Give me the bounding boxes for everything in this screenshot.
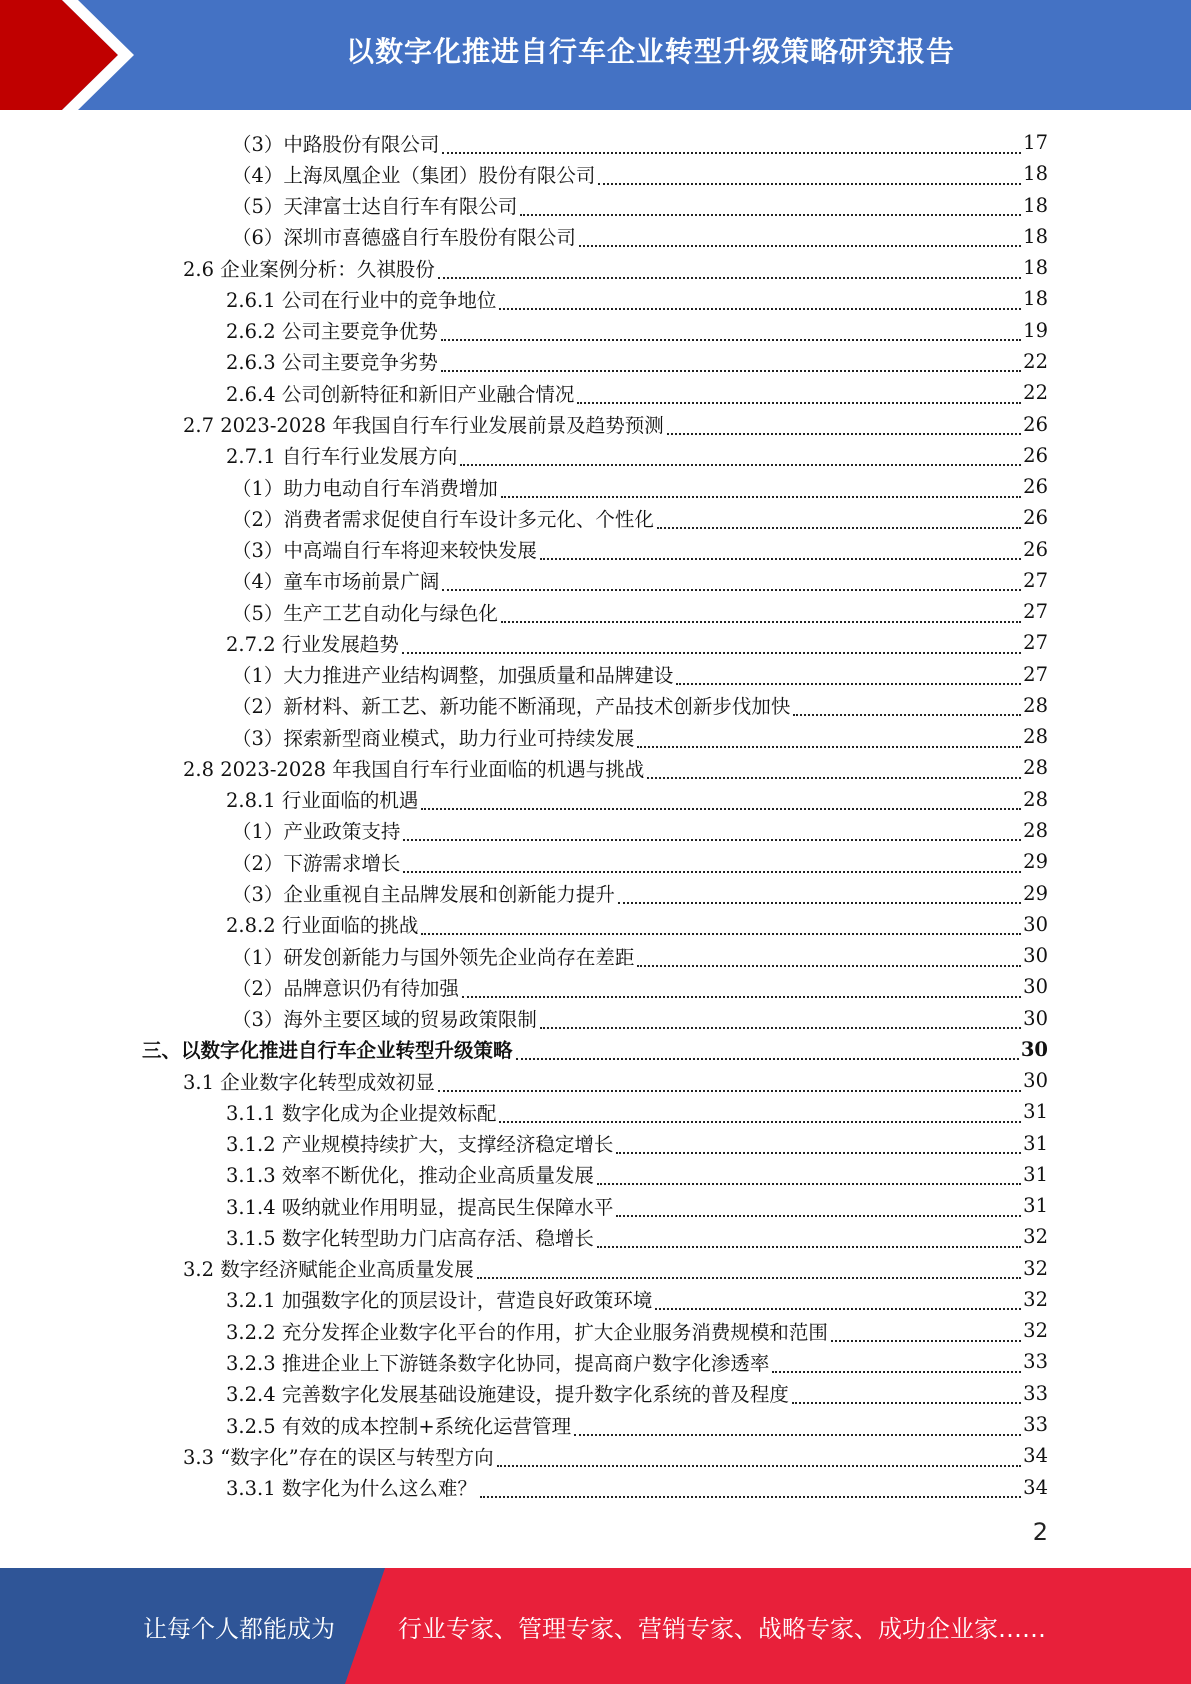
toc-leader-dots <box>499 294 1021 310</box>
toc-entry-title: 3.2.2 充分发挥企业数字化平台的作用，扩大企业服务消费规模和范围 <box>226 1320 828 1344</box>
toc-entry-page: 27 <box>1023 568 1048 592</box>
toc-entry[interactable] <box>0 659 1191 690</box>
toc-entry-page: 22 <box>1023 349 1048 373</box>
toc-entry-page: 26 <box>1023 537 1048 561</box>
toc-entry[interactable] <box>0 1002 1191 1033</box>
toc-entry[interactable] <box>0 1159 1191 1190</box>
toc-leader-dots <box>676 669 1021 685</box>
toc-entry-page: 27 <box>1023 600 1048 624</box>
toc-leader-dots <box>540 1013 1021 1029</box>
toc-leader-dots <box>772 1357 1021 1373</box>
toc-entry-page: 27 <box>1023 631 1048 655</box>
toc-entry[interactable] <box>0 1378 1191 1409</box>
toc-leader-dots <box>421 919 1021 935</box>
toc-entry-page: 28 <box>1023 725 1048 749</box>
toc-leader-dots <box>637 951 1021 967</box>
table-of-contents <box>0 127 1191 1503</box>
toc-entry-page: 34 <box>1023 1444 1048 1468</box>
toc-entry[interactable] <box>0 877 1191 908</box>
toc-entry[interactable] <box>0 1284 1191 1315</box>
toc-entry-page: 33 <box>1023 1350 1048 1374</box>
toc-entry-page: 17 <box>1023 131 1048 155</box>
toc-entry[interactable] <box>0 971 1191 1002</box>
toc-leader-dots <box>501 607 1021 623</box>
toc-entry-page: 28 <box>1023 818 1048 842</box>
toc-entry[interactable] <box>0 1128 1191 1159</box>
toc-leader-dots <box>618 888 1021 904</box>
toc-entry[interactable] <box>0 1096 1191 1127</box>
toc-entry-page: 18 <box>1023 256 1048 280</box>
toc-entry-title: 2.7.2 行业发展趋势 <box>226 632 399 656</box>
toc-leader-dots <box>501 482 1021 498</box>
toc-entry-title: （3）海外主要区域的贸易政策限制 <box>232 1008 537 1032</box>
toc-entry[interactable] <box>0 1221 1191 1252</box>
page-number: 2 <box>1032 1518 1048 1546</box>
toc-entry[interactable] <box>0 1409 1191 1440</box>
toc-entry-page: 26 <box>1023 475 1048 499</box>
toc-leader-dots <box>616 1201 1021 1217</box>
toc-leader-dots <box>520 200 1021 216</box>
toc-entry-page: 29 <box>1023 881 1048 905</box>
toc-entry-title: 3.1.5 数字化转型助力门店高存活、稳增长 <box>226 1226 594 1250</box>
toc-leader-dots <box>499 1107 1021 1123</box>
toc-leader-dots <box>540 544 1021 560</box>
toc-entry-page: 33 <box>1023 1381 1048 1405</box>
toc-leader-dots <box>647 763 1021 779</box>
toc-entry[interactable] <box>0 721 1191 752</box>
toc-entry-title: 3.2.1 加强数字化的顶层设计，营造良好政策环境 <box>226 1289 653 1313</box>
toc-leader-dots <box>516 1044 1019 1060</box>
toc-entry[interactable] <box>0 690 1191 721</box>
toc-entry-title: （5）天津富士达自行车有限公司 <box>232 195 518 219</box>
toc-entry-title: （2）下游需求增长 <box>232 851 401 875</box>
toc-entry[interactable] <box>0 252 1191 283</box>
toc-leader-dots <box>460 450 1021 466</box>
toc-leader-dots <box>438 263 1021 279</box>
toc-entry[interactable] <box>0 1065 1191 1096</box>
toc-entry-page: 31 <box>1023 1131 1048 1155</box>
toc-entry-page: 33 <box>1023 1413 1048 1437</box>
toc-entry-title: （2）消费者需求促使自行车设计多元化、个性化 <box>232 507 654 531</box>
toc-entry-page: 32 <box>1023 1287 1048 1311</box>
toc-entry-page: 32 <box>1023 1225 1048 1249</box>
toc-entry-title: 2.6.1 公司在行业中的竞争地位 <box>226 288 497 312</box>
toc-entry-page: 28 <box>1023 787 1048 811</box>
toc-entry-title: （1）助力电动自行车消费增加 <box>232 476 498 500</box>
page-header <box>0 0 1191 110</box>
toc-leader-dots <box>403 825 1021 841</box>
toc-leader-dots <box>442 138 1021 154</box>
toc-entry-title: 3.1 企业数字化转型成效初显 <box>183 1070 435 1094</box>
toc-leader-dots <box>574 1420 1021 1436</box>
toc-entry-page: 28 <box>1023 756 1048 780</box>
toc-leader-dots <box>831 1326 1021 1342</box>
toc-entry[interactable] <box>0 440 1191 471</box>
toc-entry[interactable] <box>0 596 1191 627</box>
toc-entry-page: 30 <box>1023 975 1048 999</box>
toc-leader-dots <box>480 1482 1021 1498</box>
toc-leader-dots <box>637 732 1021 748</box>
toc-entry[interactable] <box>0 1346 1191 1377</box>
toc-entry-page: 29 <box>1023 850 1048 874</box>
toc-entry[interactable] <box>0 1440 1191 1471</box>
toc-entry[interactable] <box>0 502 1191 533</box>
toc-leader-dots <box>477 1263 1021 1279</box>
toc-entry-title: 3.2.4 完善数字化发展基础设施建设，提升数字化系统的普及程度 <box>226 1383 789 1407</box>
toc-leader-dots <box>402 638 1021 654</box>
toc-leader-dots <box>438 1076 1021 1092</box>
toc-entry-page: 30 <box>1023 1069 1048 1093</box>
toc-leader-dots <box>441 325 1021 341</box>
toc-leader-dots <box>598 169 1021 185</box>
toc-entry-title: （4）上海凤凰企业（集团）股份有限公司 <box>232 163 596 187</box>
toc-entry-title: （5）生产工艺自动化与绿色化 <box>232 601 498 625</box>
toc-entry[interactable] <box>0 315 1191 346</box>
toc-leader-dots <box>793 700 1021 716</box>
toc-entry-title: （3）中路股份有限公司 <box>232 132 440 156</box>
toc-entry-page: 18 <box>1023 162 1048 186</box>
toc-entry-page: 31 <box>1023 1162 1048 1186</box>
toc-leader-dots <box>441 356 1021 372</box>
toc-entry[interactable] <box>0 346 1191 377</box>
toc-entry-title: 2.7 2023-2028 年我国自行车行业发展前景及趋势预测 <box>183 414 664 438</box>
toc-entry[interactable] <box>0 565 1191 596</box>
toc-leader-dots <box>657 513 1021 529</box>
toc-entry[interactable] <box>0 784 1191 815</box>
toc-entry[interactable] <box>0 940 1191 971</box>
toc-entry-page: 26 <box>1023 443 1048 467</box>
toc-entry-title: （1）研发创新能力与国外领先企业尚存在差距 <box>232 945 635 969</box>
footer-slogan-left: 让每个人都能成为 <box>143 1614 335 1643</box>
toc-entry[interactable] <box>0 752 1191 783</box>
toc-entry-page: 18 <box>1023 224 1048 248</box>
toc-entry-title: 2.8.2 行业面临的挑战 <box>226 914 419 938</box>
toc-entry-title: 2.8 2023-2028 年我国自行车行业面临的机遇与挑战 <box>183 757 645 781</box>
toc-entry-title: （3）中高端自行车将迎来较快发展 <box>232 539 537 563</box>
header-title: 以数字化推进自行车企业转型升级策略研究报告 <box>345 35 955 68</box>
toc-entry[interactable] <box>0 627 1191 658</box>
toc-entry-page: 19 <box>1023 318 1048 342</box>
toc-entry[interactable] <box>0 909 1191 940</box>
toc-entry[interactable] <box>0 408 1191 439</box>
toc-entry-title: 2.8.1 行业面临的机遇 <box>226 789 419 813</box>
toc-entry-page: 27 <box>1023 662 1048 686</box>
toc-leader-dots <box>579 231 1021 247</box>
toc-entry-title: （2）新材料、新工艺、新功能不断涌现，产品技术创新步伐加快 <box>232 695 791 719</box>
toc-entry-page: 30 <box>1020 1037 1048 1061</box>
toc-entry-page: 30 <box>1023 912 1048 936</box>
toc-entry-title: 3.1.2 产业规模持续扩大，支撑经济稳定增长 <box>226 1133 614 1157</box>
toc-leader-dots <box>792 1388 1021 1404</box>
toc-entry[interactable] <box>0 846 1191 877</box>
toc-entry-page: 18 <box>1023 287 1048 311</box>
toc-leader-dots <box>667 419 1021 435</box>
toc-entry-title: 3.1.3 效率不断优化，推动企业高质量发展 <box>226 1164 594 1188</box>
toc-entry-page: 34 <box>1023 1475 1048 1499</box>
toc-entry-page: 26 <box>1023 412 1048 436</box>
toc-entry[interactable] <box>0 158 1191 189</box>
toc-entry-page: 18 <box>1023 193 1048 217</box>
toc-entry-title: （4）童车市场前景广阔 <box>232 570 440 594</box>
toc-entry-title: （1）产业政策支持 <box>232 820 401 844</box>
toc-leader-dots <box>616 1138 1021 1154</box>
toc-entry[interactable] <box>0 1034 1191 1065</box>
toc-leader-dots <box>655 1294 1021 1310</box>
footer-slogan-right: 行业专家、管理专家、营销专家、战略专家、成功企业家…… <box>398 1614 1046 1643</box>
toc-entry[interactable] <box>0 471 1191 502</box>
toc-entry-title: （2）品牌意识仍有待加强 <box>232 976 459 1000</box>
toc-entry-title: （6）深圳市喜德盛自行车股份有限公司 <box>232 226 576 250</box>
toc-entry-page: 30 <box>1023 944 1048 968</box>
toc-entry-title: 3.2.5 有效的成本控制+系统化运营管理 <box>226 1414 572 1438</box>
toc-entry-title: （1）大力推进产业结构调整，加强质量和品牌建设 <box>232 664 674 688</box>
toc-leader-dots <box>577 388 1021 404</box>
toc-entry[interactable] <box>0 1190 1191 1221</box>
toc-entry-title: 2.6 企业案例分析：久祺股份 <box>183 257 435 281</box>
toc-entry[interactable] <box>0 1471 1191 1502</box>
toc-leader-dots <box>597 1232 1021 1248</box>
toc-entry-page: 32 <box>1023 1256 1048 1280</box>
toc-entry-page: 32 <box>1023 1319 1048 1343</box>
toc-entry-title: 3.1.1 数字化成为企业提效标配 <box>226 1101 497 1125</box>
toc-entry-title: 三、以数字化推进自行车企业转型升级策略 <box>142 1039 513 1063</box>
toc-entry-page: 31 <box>1023 1100 1048 1124</box>
toc-leader-dots <box>462 982 1021 998</box>
toc-entry-page: 31 <box>1023 1194 1048 1218</box>
toc-leader-dots <box>442 575 1021 591</box>
toc-leader-dots <box>421 794 1021 810</box>
toc-entry[interactable] <box>0 221 1191 252</box>
toc-entry-title: （3）企业重视自主品牌发展和创新能力提升 <box>232 883 615 906</box>
toc-leader-dots <box>403 857 1021 873</box>
toc-entry[interactable] <box>0 190 1191 221</box>
toc-entry-title: （3）探索新型商业模式，助力行业可持续发展 <box>232 726 635 750</box>
toc-entry-page: 26 <box>1023 506 1048 530</box>
toc-entry-title: 3.2.3 推进企业上下游链条数字化协同，提高商户数字化渗透率 <box>226 1351 770 1375</box>
toc-entry-title: 3.3 “数字化”存在的误区与转型方向 <box>183 1445 494 1469</box>
toc-entry[interactable] <box>0 283 1191 314</box>
toc-entry-title: 2.6.2 公司主要竞争优势 <box>226 320 438 344</box>
toc-leader-dots <box>597 1169 1021 1185</box>
toc-entry[interactable] <box>0 127 1191 158</box>
toc-entry[interactable] <box>0 377 1191 408</box>
toc-entry-title: 2.7.1 自行车行业发展方向 <box>226 445 458 469</box>
toc-entry[interactable] <box>0 533 1191 564</box>
toc-entry-page: 28 <box>1023 693 1048 717</box>
toc-entry-title: 2.6.3 公司主要竞争劣势 <box>226 351 438 375</box>
header-arrow-icon <box>0 0 150 110</box>
toc-entry[interactable] <box>0 815 1191 846</box>
toc-entry-title: 3.1.4 吸纳就业作用明显，提高民生保障水平 <box>226 1195 614 1219</box>
toc-entry-page: 22 <box>1023 381 1048 405</box>
toc-entry-title: 3.2 数字经济赋能企业高质量发展 <box>183 1258 474 1282</box>
toc-leader-dots <box>497 1451 1022 1467</box>
toc-entry[interactable] <box>0 1315 1191 1346</box>
toc-entry-title: 3.3.1 数字化为什么这么难？ <box>226 1477 477 1501</box>
page-footer <box>0 1568 1191 1684</box>
toc-entry-title: 2.6.4 公司创新特征和新旧产业融合情况 <box>226 382 575 406</box>
toc-entry-page: 30 <box>1023 1006 1048 1030</box>
toc-entry[interactable] <box>0 1253 1191 1284</box>
